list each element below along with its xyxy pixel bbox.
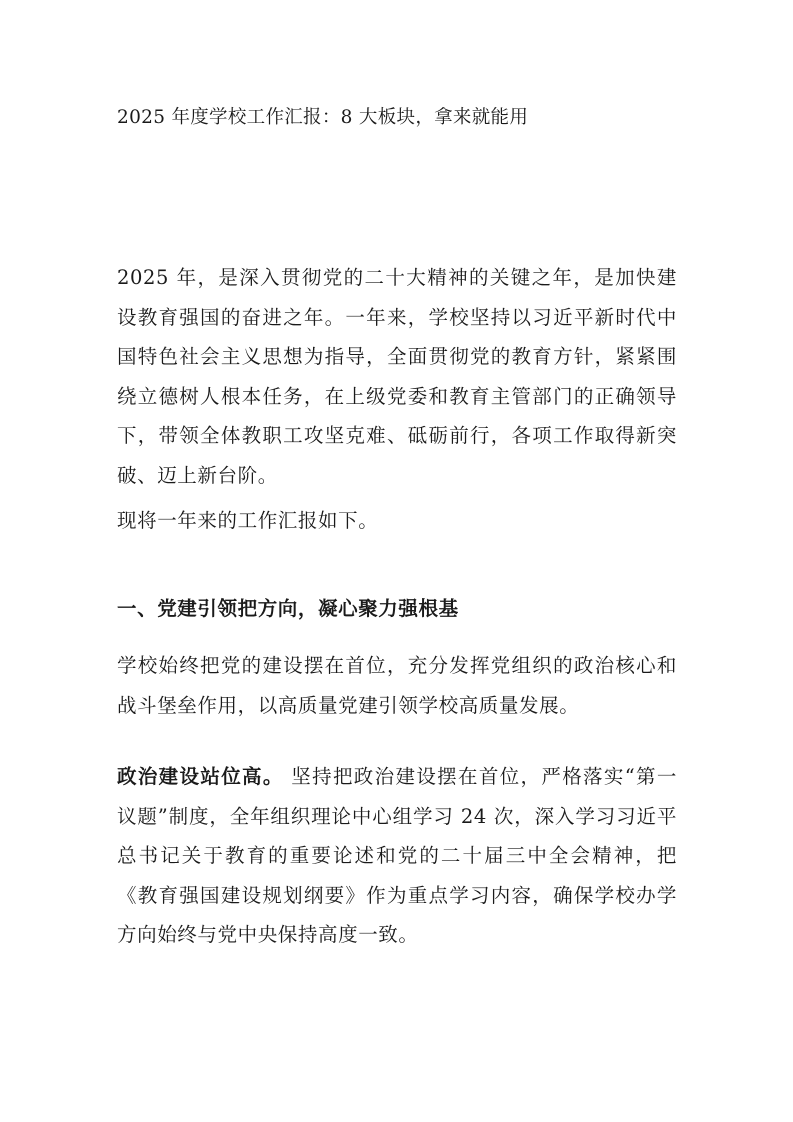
paragraph-lead: 政治建设站位高。 <box>117 765 284 788</box>
intro-paragraph: 2025 年，是深入贯彻党的二十大精神的关键之年，是加快建设教育强国的奋进之年。一年来，学校坚持以习近平新时代中国特色社会主义思想为指导，全面贯彻党的教育方针，紧紧围绕立德树人根本任务，在上级党委和教育主管部门的正确领导下，带领全体教职工攻坚克难、砥砺前行，各项工作取得新突破、迈上新台阶。 <box>117 266 677 487</box>
transition-paragraph: 现将一年来的工作汇报如下。 <box>117 509 379 532</box>
political-construction-paragraph <box>117 757 677 955</box>
section-heading: 一、党建引领把方向，凝心聚力强根基 <box>117 597 459 620</box>
document-title: 2025 年度学校工作汇报：8 大板块，拿来就能用 <box>117 107 529 128</box>
section-intro-paragraph: 学校始终把党的建设摆在首位，充分发挥党组织的政治核心和战斗堡垒作用，以高质量党建引领学校高质量发展。 <box>117 654 677 717</box>
paragraph-body: 坚持把政治建设摆在首位，严格落实“第一议题”制度，全年组织理论中心组学习 24 次，深入学习习近平总书记关于教育的重要论述和党的二十届三中全会精神，把《教育强国建设规划纲要》作为重点学习内容，确保学校办学方向始终与党中央保持高度一致。 <box>117 765 677 946</box>
